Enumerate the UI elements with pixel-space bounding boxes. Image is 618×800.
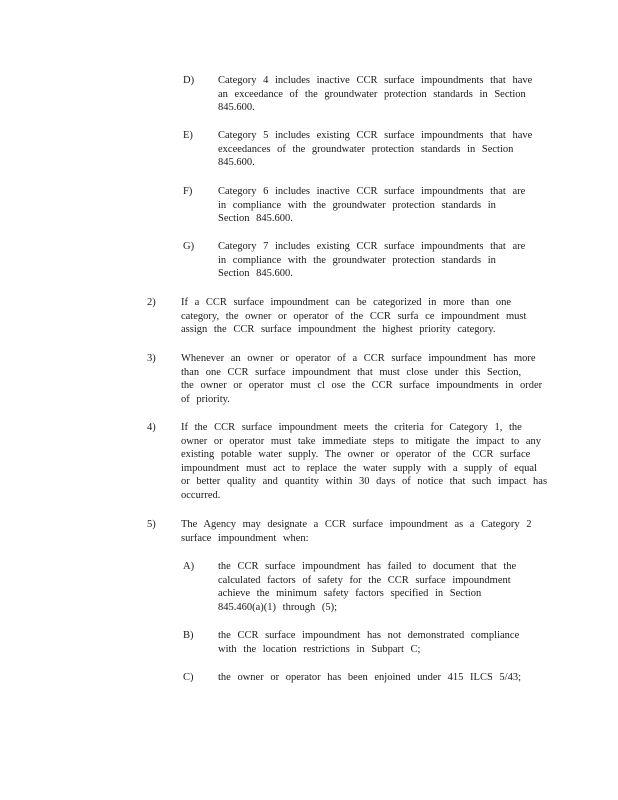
text-line: Category 4 includes inactive CCR surface impoundments that have (218, 75, 533, 86)
item-label: E) (183, 130, 193, 141)
text-line: owner or operator must take immediate steps to mitigate the impact to any (181, 435, 541, 447)
item-label: 4) (147, 422, 156, 433)
text-line: exceedances of the groundwater protection standards in Section (218, 143, 514, 155)
item-text (181, 296, 551, 337)
item-label: G) (183, 241, 195, 252)
text-line: in compliance with the groundwater protection standards in (218, 199, 496, 211)
text-line: existing potable water supply. The owner or operator of the CCR surface (181, 449, 531, 460)
text-line: If the CCR surface impoundment meets the criteria for Category 1, the (181, 422, 522, 433)
item-label: 5) (147, 519, 156, 530)
text-line: surface impoundment when: (181, 532, 309, 544)
item-label: A) (183, 561, 195, 572)
item-text (218, 185, 548, 226)
text-line: category, the owner or operator of the CCR surfa ce impoundment must (181, 310, 527, 322)
item-text (218, 129, 548, 170)
text-line: or better quality and quantity within 30 days of notice that such impact has (181, 476, 548, 487)
text-line: of priority. (181, 393, 230, 405)
item-label: D) (183, 75, 195, 86)
text-line: the owner or operator must cl ose the CCR surface impoundments in order (181, 380, 543, 391)
text-line: If a CCR surface impoundment can be categorized in more than one (181, 297, 512, 308)
text-line: Category 7 includes existing CCR surface impoundments that are (218, 241, 526, 252)
item-text (218, 560, 548, 614)
text-line: an exceedance of the groundwater protection standards in Section (218, 88, 526, 100)
text-line: occurred. (181, 489, 221, 501)
text-line: Category 5 includes existing CCR surface impoundments that have (218, 130, 533, 141)
text-line: 845.460(a)(1) through (5); (218, 601, 338, 613)
text-line: 845.600. (218, 157, 255, 168)
item-label: F) (183, 186, 193, 197)
text-line: the CCR surface impoundment has failed to document that the (218, 561, 517, 572)
text-line: assign the CCR surface impoundment the highest priority category. (181, 324, 496, 335)
item-label: 3) (147, 353, 156, 364)
item-text (218, 671, 548, 685)
text-line: with the location restrictions in Subpart C; (218, 643, 421, 655)
text-line: Section 845.600. (218, 268, 293, 279)
text-line: Category 6 includes inactive CCR surface impoundments that are (218, 186, 526, 197)
text-line: 845.600. (218, 102, 255, 113)
item-label: C) (183, 672, 194, 683)
item-label: B) (183, 630, 194, 641)
text-line: impoundment must act to replace the water supply with a supply of equal (181, 462, 537, 474)
text-line: the CCR surface impoundment has not demonstrated compliance (218, 630, 520, 641)
item-label: 2) (147, 297, 156, 308)
item-text (181, 352, 551, 406)
text-line: achieve the minimum safety factors specified in Section (218, 588, 482, 599)
text-line: calculated factors of safety for the CCR surface impoundment (218, 574, 511, 586)
text-line: The Agency may designate a CCR surface impoundment as a Category 2 (181, 519, 532, 530)
item-text (181, 518, 551, 545)
text-line: the owner or operator has been enjoined under 415 ILCS 5/43; (218, 672, 522, 683)
text-line: Whenever an owner or operator of a CCR surface impoundment has more (181, 353, 536, 364)
item-text (181, 421, 551, 502)
item-text (218, 629, 548, 656)
item-text (218, 74, 548, 115)
text-line: than one CCR surface impoundment that must close under this Section, (181, 366, 522, 378)
item-text (218, 240, 548, 281)
text-line: Section 845.600. (218, 213, 293, 224)
text-line: in compliance with the groundwater protection standards in (218, 254, 496, 266)
